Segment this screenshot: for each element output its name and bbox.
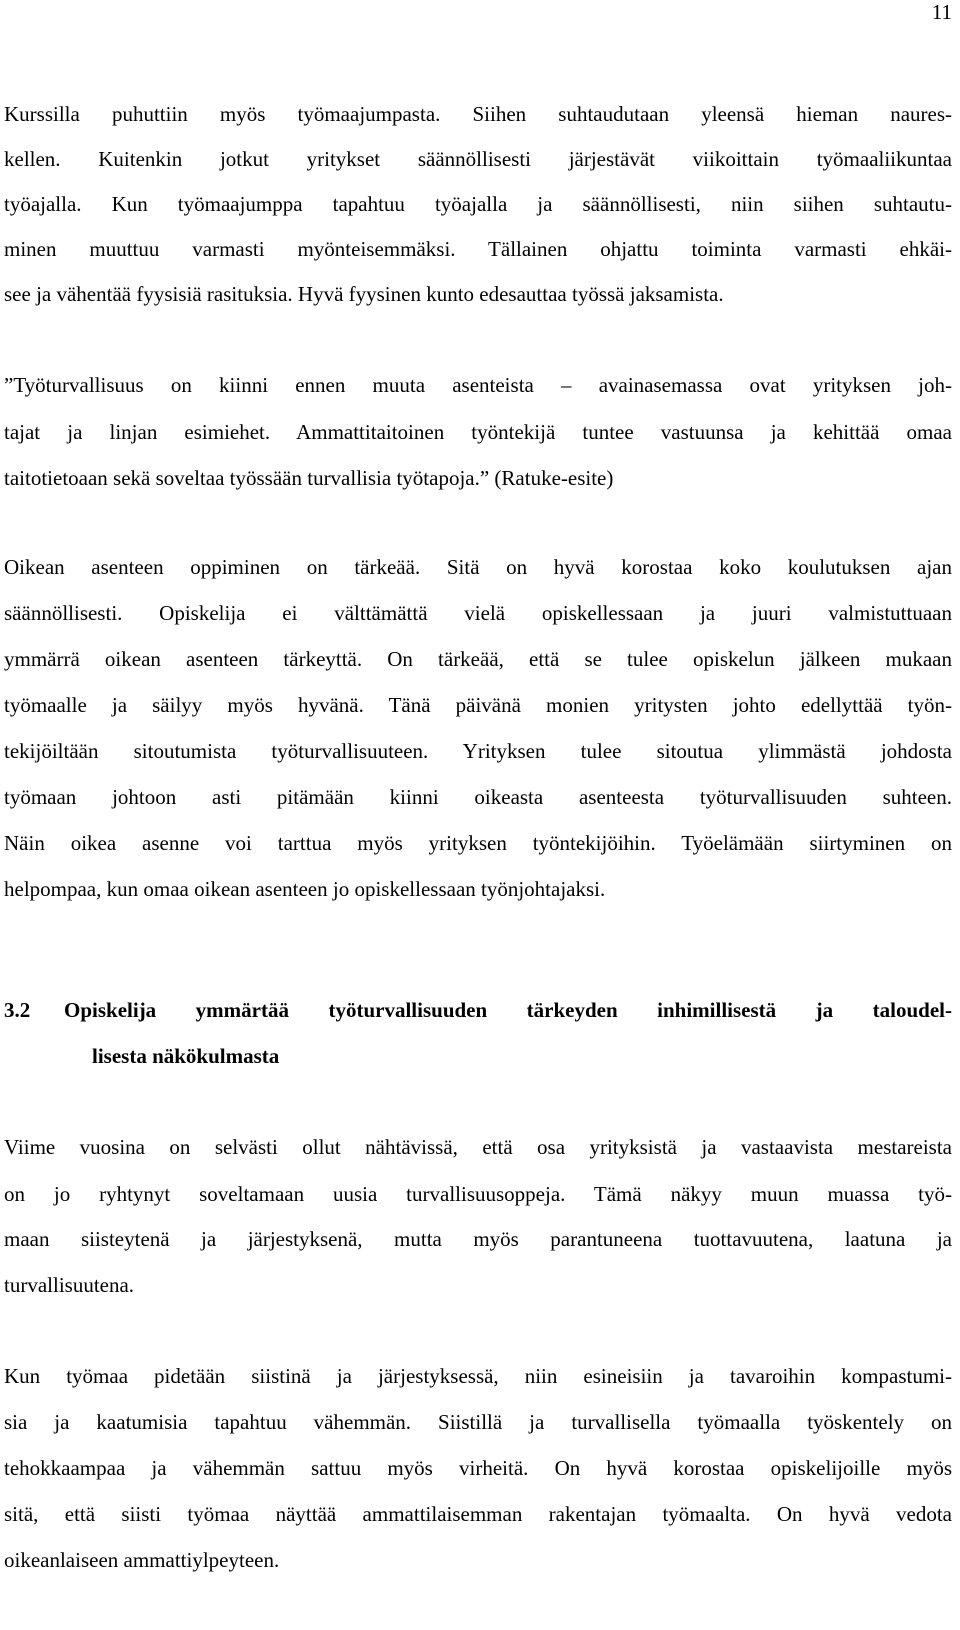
text-line: työmaan johtoon asti pitämään kiinni oikeasta asenteesta työturvallisuuden suhteen.	[4, 785, 952, 809]
text-line: minen muuttuu varmasti myönteisemmäksi. Tällainen ohjattu toiminta varmasti ehkäi-	[4, 237, 952, 261]
section-title: Opiskelija ymmärtää työturvallisuuden tärkeyden inhimillisestä ja taloudel-	[64, 998, 952, 1022]
text-line: Näin oikea asenne voi tarttua myös yrityksen työntekijöihin. Työelämään siirtyminen on	[4, 831, 952, 855]
text-line: sitä, että siisti työmaa näyttää ammattilaisemman rakentajan työmaalta. On hyvä vedota	[4, 1502, 952, 1526]
text-line: helpompaa, kun omaa oikean asenteen jo opiskellessaan työnjohtajaksi.	[4, 877, 606, 901]
text-line: maan siisteytenä ja järjestyksenä, mutta myös parantuneena tuottavuutena, laatuna ja	[4, 1227, 952, 1251]
text-line: oikeanlaiseen ammattiylpeyteen.	[4, 1548, 280, 1572]
section-number: 3.2	[4, 998, 31, 1022]
text-line: ymmärrä oikean asenteen tärkeyttä. On tärkeää, että se tulee opiskelun jälkeen mukaan	[4, 647, 952, 671]
text-line: työajalla. Kun työmaajumppa tapahtuu työajalla ja säännöllisesti, niin siihen suhtautu-	[4, 192, 952, 216]
text-line: tajat ja linjan esimiehet. Ammattitaitoinen työntekijä tuntee vastuunsa ja kehittää omaa	[4, 420, 952, 444]
text-line: tehokkaampaa ja vähemmän sattuu myös virheitä. On hyvä korostaa opiskelijoille myös	[4, 1456, 952, 1480]
text-line: säännöllisesti. Opiskelija ei välttämättä vielä opiskellessaan ja juuri valmistuttuaan	[4, 601, 952, 625]
section-title-continued: lisesta näkökulmasta	[92, 1044, 280, 1068]
text-line: tekijöiltään sitoutumista työturvallisuuteen. Yrityksen tulee sitoutua ylimmästä johdosta	[4, 739, 952, 763]
text-line: Kun työmaa pidetään siistinä ja järjestyksessä, niin esineisiin ja tavaroihin kompastumi-	[4, 1364, 952, 1388]
text-line: taitotietoaan sekä soveltaa työssään turvallisia työtapoja.” (Ratuke-esite)	[4, 466, 614, 490]
text-line: on jo ryhtynyt soveltamaan uusia turvallisuusoppeja. Tämä näkyy muun muassa työ-	[4, 1182, 952, 1206]
text-line: ”Työturvallisuus on kiinni ennen muuta asenteista – avainasemassa ovat yrityksen joh-	[4, 373, 952, 397]
page-number: 11	[931, 0, 952, 24]
text-line: sia ja kaatumisia tapahtuu vähemmän. Siistillä ja turvallisella työmaalla työskentely on	[4, 1410, 952, 1434]
text-line: Kurssilla puhuttiin myös työmaajumpasta. Siihen suhtaudutaan yleensä hieman naures-	[4, 102, 952, 126]
text-line: Viime vuosina on selvästi ollut nähtävissä, että osa yrityksistä ja vastaavista mestareista	[4, 1135, 952, 1159]
text-line: kellen. Kuitenkin jotkut yritykset säännöllisesti järjestävät viikoittain työmaaliikuntaa	[4, 147, 952, 171]
text-line: see ja vähentää fyysisiä rasituksia. Hyvä fyysinen kunto edesauttaa työssä jaksamista.	[4, 282, 724, 306]
text-line: Oikean asenteen oppiminen on tärkeää. Sitä on hyvä korostaa koko koulutuksen ajan	[4, 555, 952, 579]
text-line: työmaalle ja säilyy myös hyvänä. Tänä päivänä monien yritysten johto edellyttää työn-	[4, 693, 952, 717]
text-line: turvallisuutena.	[4, 1273, 135, 1297]
